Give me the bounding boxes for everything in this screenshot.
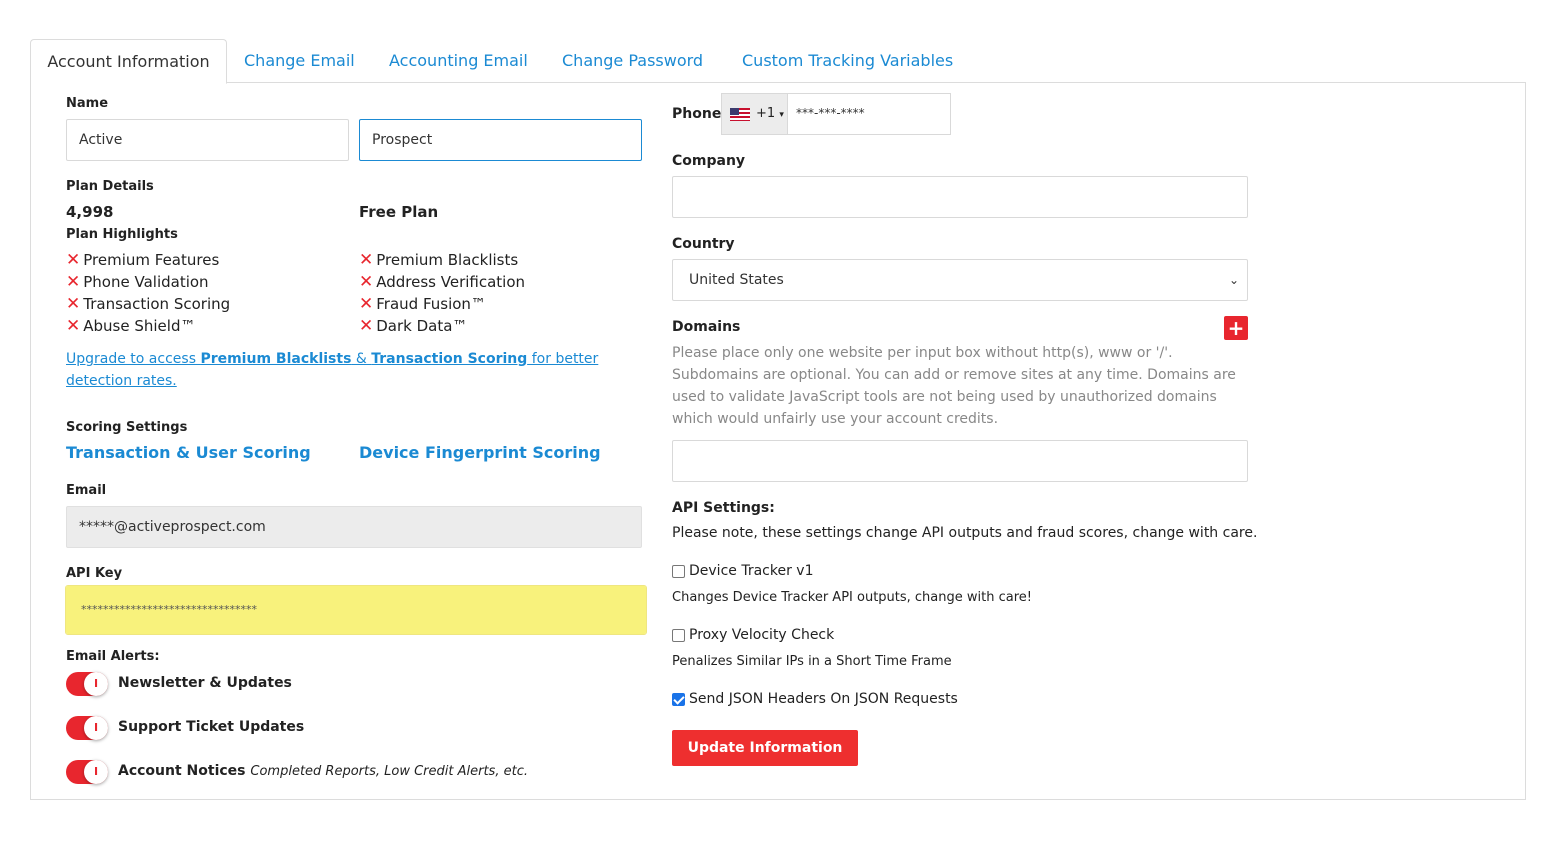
- api-key-field[interactable]: ********************************: [66, 586, 646, 634]
- email-field: *****@activeprospect.com: [66, 506, 642, 548]
- api-settings-label: API Settings:: [672, 500, 775, 516]
- caret-down-icon: ▾: [779, 110, 784, 120]
- proxy-velocity-checkbox[interactable]: [672, 629, 685, 642]
- x-mark-icon: ✕: [359, 272, 374, 292]
- email-alerts-label: Email Alerts:: [66, 649, 160, 664]
- phone-label: Phone: [672, 106, 722, 122]
- domain-input[interactable]: [672, 440, 1248, 482]
- scoring-settings-label: Scoring Settings: [66, 420, 188, 435]
- us-flag-icon: [730, 108, 750, 121]
- update-information-button[interactable]: Update Information: [672, 730, 858, 766]
- plan-highlight-item: ✕ Abuse Shield™: [66, 316, 196, 336]
- api-settings-note: Please note, these settings change API outputs and fraud scores, change with care.: [672, 525, 1258, 541]
- domains-label: Domains: [672, 319, 741, 335]
- dial-code: +1 ▾: [756, 106, 784, 121]
- plan-credits: 4,998: [66, 203, 114, 221]
- transaction-user-scoring-link[interactable]: Transaction & User Scoring: [66, 443, 311, 462]
- newsletter-toggle[interactable]: [66, 672, 108, 696]
- device-fingerprint-scoring-link[interactable]: Device Fingerprint Scoring: [359, 443, 601, 462]
- plan-highlight-item: ✕ Address Verification: [359, 272, 526, 292]
- support-ticket-label: Support Ticket Updates: [118, 719, 305, 735]
- tab-accounting-email[interactable]: Accounting Email: [389, 51, 528, 70]
- tab-account-information[interactable]: Account Information: [30, 39, 227, 84]
- account-notices-toggle[interactable]: [66, 760, 108, 784]
- country-label: Country: [672, 236, 735, 252]
- json-headers-label: Send JSON Headers On JSON Requests: [689, 691, 958, 707]
- tab-custom-tracking-variables[interactable]: Custom Tracking Variables: [742, 51, 954, 70]
- tab-bar: [30, 39, 1526, 83]
- x-mark-icon: ✕: [359, 316, 374, 336]
- country-code-dropdown[interactable]: [722, 94, 788, 134]
- toggle-knob: I: [84, 760, 108, 784]
- phone-input-group: [721, 93, 951, 135]
- api-key-label: API Key: [66, 566, 123, 581]
- plan-highlight-item: ✕ Transaction Scoring: [66, 294, 231, 314]
- plan-highlight-item: ✕ Dark Data™: [359, 316, 468, 336]
- x-mark-icon: ✕: [66, 294, 81, 314]
- json-headers-checkbox[interactable]: [672, 693, 685, 706]
- x-mark-icon: ✕: [66, 250, 81, 270]
- proxy-velocity-label: Proxy Velocity Check: [689, 627, 835, 643]
- tab-change-password[interactable]: Change Password: [562, 51, 704, 70]
- plan-highlight-item: ✕ Premium Features: [66, 250, 220, 270]
- company-input[interactable]: [672, 176, 1248, 218]
- device-tracker-desc: Changes Device Tracker API outputs, change with care!: [672, 590, 1032, 605]
- proxy-velocity-desc: Penalizes Similar IPs in a Short Time Frame: [672, 654, 952, 669]
- company-label: Company: [672, 153, 746, 169]
- chevron-down-icon: ⌄: [1228, 273, 1239, 287]
- email-label: Email: [66, 483, 107, 498]
- plan-details-label: Plan Details: [66, 179, 154, 194]
- first-name-input[interactable]: Active: [66, 119, 349, 161]
- phone-input[interactable]: ***-***-****: [796, 106, 865, 120]
- toggle-knob: I: [84, 716, 108, 740]
- x-mark-icon: ✕: [359, 250, 374, 270]
- tab-change-email[interactable]: Change Email: [244, 51, 355, 70]
- account-notices-label: Account Notices Completed Reports, Low Credit Alerts, etc.: [118, 763, 528, 779]
- x-mark-icon: ✕: [66, 316, 81, 336]
- plan-highlights-label: Plan Highlights: [66, 227, 178, 242]
- plan-highlight-item: ✕ Fraud Fusion™: [359, 294, 486, 314]
- device-tracker-label: Device Tracker v1: [689, 563, 814, 579]
- plan-highlight-item: ✕ Premium Blacklists: [359, 250, 519, 270]
- plan-highlight-item: ✕ Phone Validation: [66, 272, 209, 292]
- account-notices-note: Completed Reports, Low Credit Alerts, etc.: [250, 764, 528, 779]
- add-domain-button[interactable]: +: [1224, 316, 1248, 340]
- newsletter-label: Newsletter & Updates: [118, 675, 292, 691]
- country-select[interactable]: United States ⌄: [672, 259, 1248, 301]
- x-mark-icon: ✕: [66, 272, 81, 292]
- domains-help-text: Please place only one website per input box without http(s), www or '/'. Subdomains are optional. You can add or remove sites at any time. Domains are used to validate JavaScript tools are not being used by unauthorized domains which would unfairly use your account credits.: [672, 345, 1236, 427]
- plan-name: Free Plan: [359, 203, 439, 221]
- x-mark-icon: ✕: [359, 294, 374, 314]
- support-ticket-toggle[interactable]: [66, 716, 108, 740]
- device-tracker-checkbox[interactable]: [672, 565, 685, 578]
- name-label: Name: [66, 96, 109, 111]
- last-name-input[interactable]: Prospect: [359, 119, 642, 161]
- toggle-knob: I: [84, 672, 108, 696]
- upgrade-link[interactable]: Upgrade to access Premium Blacklists & Transaction Scoring for better detection rates.: [66, 351, 599, 389]
